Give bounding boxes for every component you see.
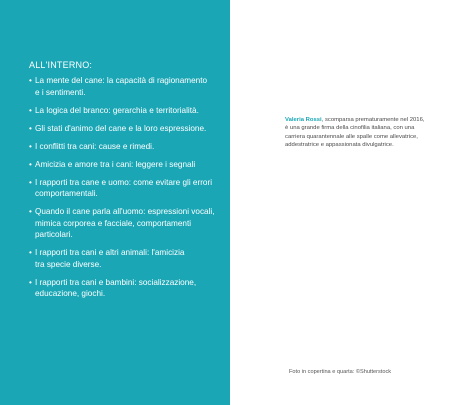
contents-item <box>29 141 219 153</box>
contents-item <box>29 75 219 98</box>
teal-contents-panel <box>0 0 230 405</box>
contents-item-line: comportamentali. <box>35 189 98 198</box>
contents-item-line: particolari. <box>35 230 73 239</box>
contents-item-line: tra specie diverse. <box>35 259 102 269</box>
bio-line: è una grande firma della cinofilia italiana, con una <box>285 125 415 132</box>
contents-item <box>29 247 219 270</box>
contents-item-line: mimica corporea e facciale, comportamenti <box>35 218 192 228</box>
photo-credit: Foto in copertina e quarta: ©Shutterstock <box>289 369 392 375</box>
author-bio <box>285 116 455 149</box>
contents-item-line: • I rapporti tra cane e uomo: come evitare gli errori <box>35 177 213 187</box>
contents-item <box>29 177 219 200</box>
bio-line <box>285 116 455 124</box>
contents-item <box>29 206 219 241</box>
contents-item <box>29 105 219 117</box>
contents-item-line: • Gli stati d'animo del cane e la loro espressione. <box>35 123 207 133</box>
contents-item-line: educazione, giochi. <box>35 289 106 298</box>
bio-text: , scomparsa prematuramente nel 2016, <box>321 117 425 123</box>
white-author-panel <box>230 0 464 405</box>
contents-item-line: • I conflitti tra cani: cause e rimedi. <box>35 141 155 151</box>
contents-item-line: • La logica del branco: gerarchia e territorialità. <box>35 105 199 115</box>
bio-line: carriera quarantennale alle spalle come allevatrice, <box>285 133 418 140</box>
contents-item-line: • I rapporti tra cani e bambini: socializzazione, <box>35 277 197 287</box>
contents-heading: ALL'INTERNO: <box>29 60 93 70</box>
author-name: Valeria Rossi <box>285 117 322 123</box>
contents-list <box>29 75 219 306</box>
contents-item <box>29 159 219 171</box>
bio-line: addestratrice e appassionata divulgatrice. <box>285 141 394 148</box>
contents-item <box>29 123 219 135</box>
contents-item <box>29 277 219 300</box>
contents-item-line: • I rapporti tra cani e altri animali: l'amicizia <box>35 248 185 257</box>
contents-item-line: • Amicizia e amore tra i cani: leggere i segnali <box>35 159 196 169</box>
contents-item-line: • La mente del cane: la capacità di ragionamento <box>35 76 208 85</box>
contents-item-line: e i sentimenti. <box>35 87 86 97</box>
contents-item-line: • Quando il cane parla all'uomo: espressioni vocali, <box>35 207 215 216</box>
